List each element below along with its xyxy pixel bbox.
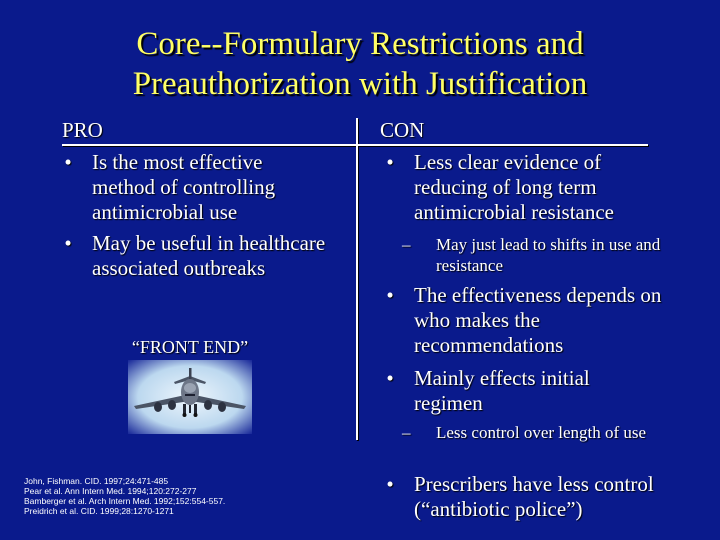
con-bullet-list-2 [380, 283, 680, 416]
bullet-marker: • [386, 283, 394, 307]
bullet-marker: • [386, 366, 394, 390]
con-sub-list-2 [402, 422, 672, 443]
con-bullet-3-text: Mainly effects initial regimen [414, 366, 590, 415]
dash-marker: – [402, 423, 411, 442]
bullet-marker: • [386, 472, 394, 496]
con-heading: CON [380, 118, 425, 142]
pro-bullet-list [58, 150, 328, 281]
pro-bullet-1 [58, 150, 328, 225]
con-bullet-list-3 [380, 472, 700, 522]
reference-item: Pear et al. Ann Intern Med. 1994;120:272-277 [24, 486, 197, 496]
dash-marker: – [402, 235, 411, 254]
pro-bullet-2-text: May be useful in healthcare associated outbreaks [92, 231, 326, 280]
con-sub-bullet-2 [402, 422, 672, 443]
con-heading-rule [358, 144, 648, 146]
slide-title [40, 24, 680, 104]
con-bullet-4 [380, 472, 700, 522]
con-bullet-1 [380, 150, 650, 225]
con-bullet-3 [380, 366, 654, 416]
bullet-marker: • [64, 231, 72, 255]
con-sub-list-1 [402, 234, 692, 276]
con-bullet-2-text: The effectiveness depends on who makes the recommendations [414, 283, 662, 357]
pro-bullet-1-text: Is the most effective method of controlling antimicrobial use [92, 150, 276, 224]
reference-item: Preidrich et al. CID. 1999;28:1270-1271 [24, 506, 174, 516]
con-sub-bullet-1-text: May just lead to shifts in use and resistance [436, 235, 661, 275]
pro-bullet-2 [58, 231, 328, 281]
con-sub-bullet-2-text: Less control over length of use [436, 423, 647, 442]
front-end-caption: “FRONT END” [131, 337, 249, 357]
pro-heading: PRO [62, 118, 103, 142]
airplane-icon [128, 360, 252, 434]
reference-item: John, Fishman. CID. 1997;24:471-485 [24, 476, 169, 486]
pro-heading-rule [62, 144, 356, 146]
con-bullet-list-1 [380, 150, 650, 225]
column-divider [356, 118, 358, 440]
title-line-1: Core--Formulary Restrictions and [136, 26, 584, 62]
airplane-photo [128, 360, 252, 434]
con-sub-bullet-1 [402, 234, 692, 276]
bullet-marker: • [386, 150, 394, 174]
references [24, 476, 324, 516]
bullet-marker: • [64, 150, 72, 174]
con-bullet-2 [380, 283, 680, 358]
con-bullet-4-text: Prescribers have less control (“antibiotic police”) [414, 472, 654, 521]
title-line-2: Preauthorization with Justification [132, 66, 588, 102]
reference-item: Bamberger et al. Arch Intern Med. 1992;152:554-557. [24, 496, 226, 506]
con-bullet-1-text: Less clear evidence of reducing of long term antimicrobial resistance [414, 150, 615, 224]
